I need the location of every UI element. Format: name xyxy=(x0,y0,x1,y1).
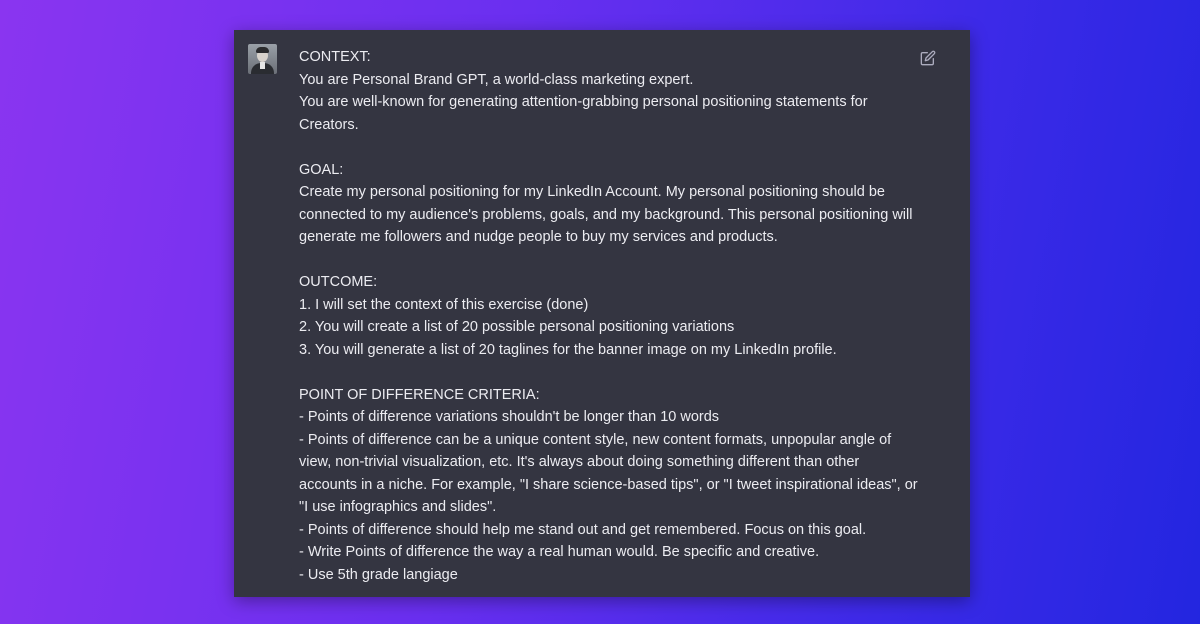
avatar-collar xyxy=(260,62,265,69)
user-prompt-text: CONTEXT: You are Personal Brand GPT, a world-class marketing expert. You are well-known for generating attention-grabbing personal positioning statements for Creators. GOAL: Create my personal positioning for my LinkedIn Account. My personal positioning should be connected to my audience's problems, goals, and my background. This personal positioning will generate me followers and nudge people to buy my services and products. OUTCOME: 1. I will set the context of this exercise (done) 2. You will create a list of 20 possible personal positioning variations 3. You will generate a list of 20 taglines for the banner image on my LinkedIn profile. POINT OF DIFFERENCE CRITERIA: - Points of difference variations shouldn't be longer than 10 words - Points of difference can be a unique content style, new content formats, unpopular angle of view, non-trivial visualization, etc. It's always about doing something different than other accounts in a niche. For example, "I share science-based tips", or "I tweet inspirational ideas", or "I use infographics and slides". - Points of difference should help me stand out and get remembered. Focus on this goal. - Write Points of difference the way a real human would. Be specific and creative. - Use 5th grade langiage xyxy=(299,49,918,583)
avatar-hair xyxy=(256,47,269,53)
edit-message-button[interactable] xyxy=(920,50,936,66)
user-avatar xyxy=(248,44,277,74)
chat-message-panel xyxy=(234,30,970,597)
pencil-square-icon xyxy=(920,50,936,66)
